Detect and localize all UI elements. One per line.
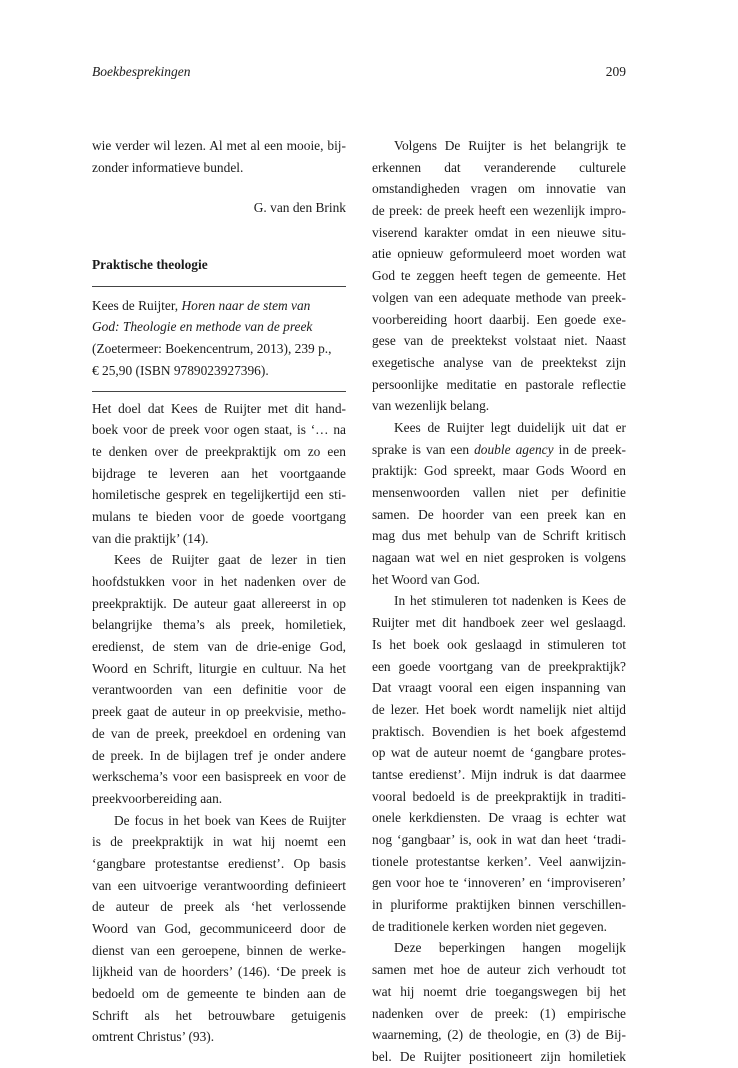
text-line: is de preekpraktijk in wat hij noemt een [92,834,346,850]
book-title-continued: God: Theologie en methode van de preek [92,319,313,335]
text-line: nagaan wat wel en niet gesproken is volgens [372,550,626,566]
book-title: Horen naar de stem van [181,297,311,313]
text-line: werkschema’s voor een basispreek en voor de [92,769,346,785]
text-line: preekvoorbereiding aan. [92,790,223,806]
text-line: volgen van een adequate methode van preek- [372,289,626,305]
text-line: zonder informatieve bundel. [92,159,244,175]
paragraph [372,417,626,591]
right-column [372,135,626,1068]
section-heading: Praktische theologie [92,257,208,273]
text-line: persoonlijke meditatie en pastorale reflectie [372,376,626,392]
book-citation [92,295,346,382]
text-line: in pluriforme praktijken binnen verschillen- [372,897,626,913]
text-line: de preek: de preek heeft een wezenlijk impro- [372,203,626,219]
text-line: bedoeld om de gemeente te binden aan de [92,986,346,1002]
text-line: exegetische analyse van de preektekst zijn [372,354,626,370]
text-line: tantse eredienst’. Mijn indruk is dat daarmee [372,766,626,782]
text-line: Schrift als het betrouwbare getuigenis [92,1007,346,1023]
text-line: atie opnieuw geformuleerd moet worden wat [372,246,626,262]
text-line: voorbereiding hoort daarbij. Een goede exe- [372,311,626,327]
text-line: bel. De Ruijter positioneert zijn homiletiek [372,1048,626,1064]
text-line: praktijk: God spreekt, maar Gods Woord en [372,463,626,479]
text-line: gese van de preektekst volstaat niet. Naast [372,333,626,349]
previous-reviewer-signature: G. van den Brink [253,200,346,216]
text-line: hoofdstukken voor in het nadenken over de [92,574,346,589]
running-head-section: Boekbesprekingen [92,64,191,79]
text-line: mulans te bieden voor de goede voortgang [92,508,346,524]
text-line: waarneming, (2) de theologie, en (3) de Bij- [372,1027,626,1043]
text-line: God te zeggen heeft tegen de gemeente. Het [372,268,626,284]
text-line: omstandigheden vragen om innovatie van [372,181,626,197]
text-line: het Woord van God. [372,571,481,587]
text-line: op wat de auteur noemt de ‘gangbare protes- [372,745,626,761]
book-price-isbn: € 25,90 (ISBN 9789023927396). [92,362,269,378]
emphasis-term: double agency [474,441,554,457]
text-line: onele kerkdiensten. De vraag is echter wat [372,810,626,826]
text-line: praktisch. Bovendien is het boek afgestemd [372,723,626,739]
text-line: Woord van God, gecommuniceerd door de [92,921,346,936]
text-line: Het doel dat Kees de Ruijter met dit hand- [92,400,346,416]
running-head [92,63,626,81]
text-line: de traditionele kerken worden niet gegeven. [372,918,607,934]
text-line: omtrent Christus’ (93). [92,1029,215,1045]
text-line: samen met hoe de auteur zich verhoudt tot [372,962,626,978]
paragraph [92,398,346,550]
paragraph [372,937,626,1067]
text-line: van die praktijk’ (14). [92,530,209,546]
text-line: verantwoorden van een definitie voor de [92,682,346,698]
text-line: mensenwoorden vallen niet per definitie [372,485,626,500]
text-line: wie verder wil lezen. Al met al een mooie, bij- [92,138,346,153]
book-author: Kees de Ruijter, [92,297,182,313]
text-line: een goede voortgang van de preekpraktijk? [372,658,626,674]
text-line: vooral bedoeld is de preekpraktijk in traditi- [372,788,626,804]
text-line: dienst van een geroepene, binnen de werke- [92,942,346,958]
text-line: Kees de Ruijter legt duidelijk uit dat er [394,419,626,435]
text-line: bijdrage te leveren aan het voortgaande [92,465,346,481]
text-line: nog ‘gangbaar’ is, ook in wat dan heet ‘tradi- [372,832,626,847]
intro-paragraph [92,135,346,178]
text-line: erkennen dat veranderende culturele [372,159,626,175]
text-line: van een uitvoerige verantwoording definieert [92,877,346,893]
text-line: nadenken over de preek: (1) empirische [372,1005,626,1021]
paragraph [372,590,626,937]
text-line: belangrijke thema’s als preek, homiletiek, [92,617,346,633]
text-line: wat hij noemt drie toegangswegen bij het [372,983,626,999]
text-line: te denken over de preekpraktijk om zo een [92,443,346,459]
text-line: ‘gangbare protestantse eredienst’. Op basis [92,855,346,871]
text-line: Is het boek ook geslaagd in stimuleren tot [372,636,626,652]
text-line: eredienst, de stem van de drie-enige God, [92,639,346,655]
text-line: de auteur de preek als ‘het verlossende [92,899,346,915]
page-number: 209 [605,64,626,79]
text-line: Deze beperkingen hangen mogelijk [394,940,626,956]
text-line: Dat vraagt vooral een eigen inspanning van [372,680,626,696]
text-line: Woord en Schrift, liturgie en cultuur. Na het [92,660,346,676]
text-line: sprake is van een double agency in de preek- [372,441,626,457]
text-line: viserend karakter omdat in een nieuwe situ- [372,224,626,240]
text-line: homiletische gesprek en tegelijkertijd een sti- [92,487,346,503]
text-line: lijkheid van de hoorders’ (146). ‘De preek is [92,964,346,980]
text-line: tionele protestantse kerken’. Veel aanwijzin- [372,853,626,869]
text-line: gen voor hoe te ‘innoveren’ en ‘improviseren’ [372,875,626,891]
text-line: de preek. In de bijlagen tref je onder andere [92,747,346,763]
book-publication: (Zoetermeer: Boekencentrum, 2013), 239 p., [92,341,332,357]
paragraph [92,810,346,1049]
text-line: samen. De hoorder van een preek kan en [372,506,626,522]
left-column [92,135,346,1048]
text-line: de van de preek, preekdoel en ordening van [92,725,346,741]
text-line: Kees de Ruijter gaat de lezer in tien [114,552,346,568]
text-line: In het stimuleren tot nadenken is Kees de [394,593,626,609]
text-line: de lezer. Het boek wordt namelijk niet altijd [372,701,626,717]
text-line: preek gaat de auteur in op preekvisie, metho- [92,704,346,720]
text-line: De focus in het boek van Kees de Ruijter [114,812,346,828]
paragraph [372,135,626,417]
paragraph [92,549,346,809]
text-line: van wezenlijk belang. [372,398,490,414]
text-line: preekpraktijk. De auteur gaat allereerst in op [92,595,346,611]
text-line: boek voor de preek voor ogen staat, is ‘… na [92,422,346,438]
text-line: Volgens De Ruijter is het belangrijk te [394,138,626,153]
text-line: mag dus met behulp van de Schrift kritisch [372,528,626,544]
text-line: Ruijter met dit handboek zeer wel geslaagd. [372,615,626,631]
